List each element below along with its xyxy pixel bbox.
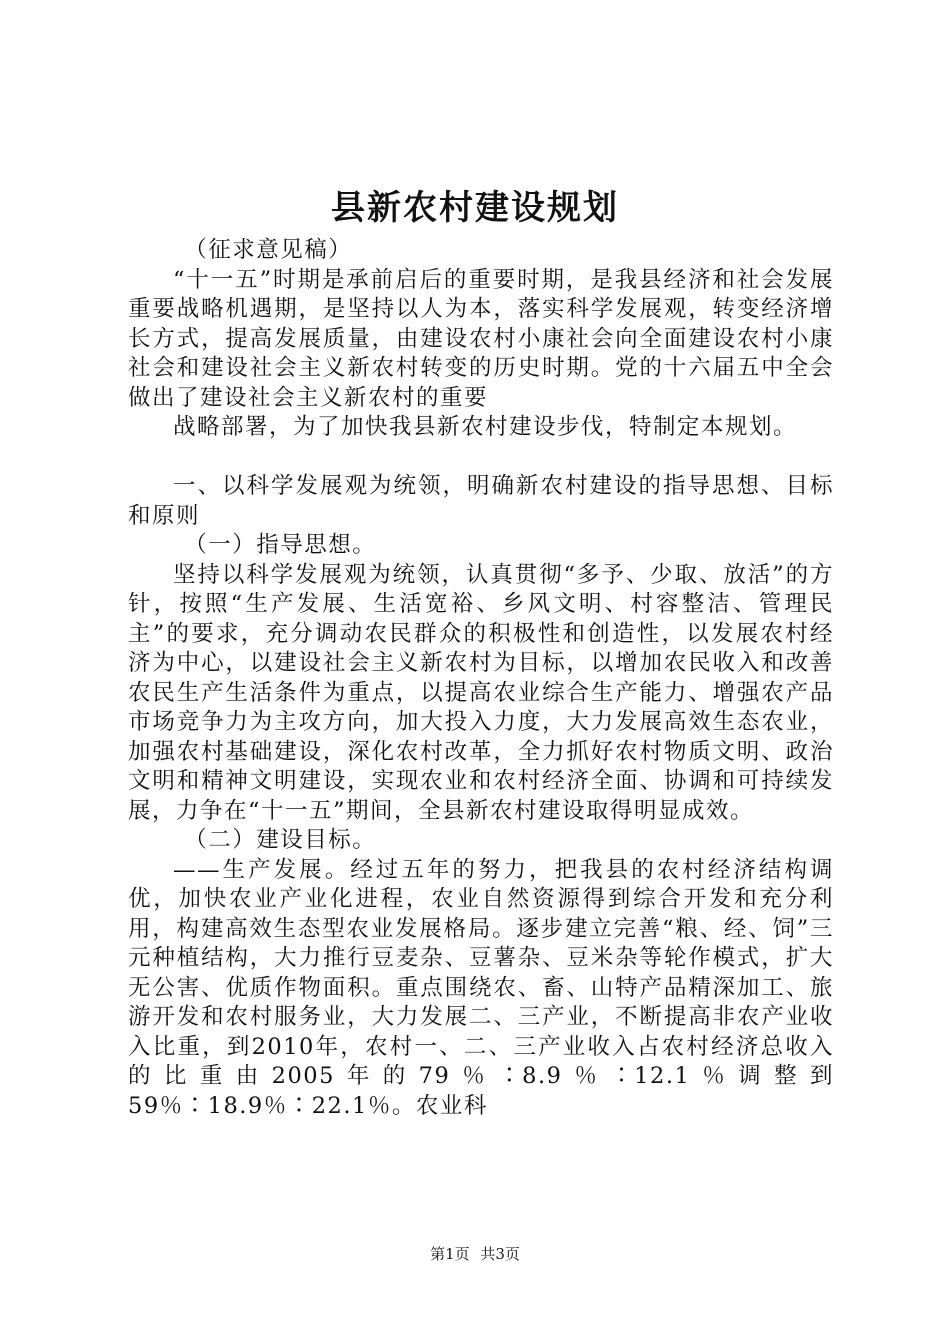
- intro-paragraph-2: 战略部署，为了加快我县新农村建设步伐，特制定本规划。: [173, 414, 798, 440]
- subsection-heading-construction-goals: （二）建设目标。: [184, 827, 377, 853]
- guiding-ideology-paragraph: 坚持以科学发展观为统领，认真贯彻“多予、少取、放活”的方针，按照“生产发展、生活宽裕、乡风文明、村容整洁、管理民主”的要求，充分调动农民群众的积极性和创造性，以发展农村经济为中心，以建设社会主义新农村为目标，以增加农民收入和改善农民生产生活条件为重点，以提高农业综合生产能力、增强农产品市场竞争力为主攻方向，加大投入力度，大力发展高效生态农业，加强农村基础建设，深化农村改革，全力抓好农村物质文明、政治文明和精神文明建设，实现农业和农村经济全面、协调和可持续发展，力争在“十一五”期间，全县新农村建设取得明显成效。: [128, 561, 834, 824]
- subsection-heading-guiding-ideology: （一）指导思想。: [184, 532, 377, 558]
- intro-paragraph-1: “十一五”时期是承前启后的重要时期，是我县经济和社会发展重要战略机遇期，是坚持以人为本，落实科学发展观，转变经济增长方式，提高发展质量，由建设农村小康社会向全面建设农村小康社会和建设社会主义新农村转变的历史时期。党的十六届五中全会做出了建设社会主义新农村的重要: [128, 266, 834, 411]
- page-footer: [0, 1244, 950, 1264]
- document-body: [128, 236, 834, 1121]
- page-total: 共3页: [480, 1245, 520, 1263]
- section-heading-1: 一、以科学发展观为统领，明确新农村建设的指导思想、目标和原则: [128, 473, 834, 529]
- document-title: 县新农村建设规划: [331, 188, 619, 228]
- document-subtitle: （征求意见稿）: [184, 237, 353, 263]
- construction-goals-paragraph: ——生产发展。经过五年的努力，把我县的农村经济结构调优，加快农业产业化进程，农业自然资源得到综合开发和充分利用，构建高效生态型农业发展格局。逐步建立完善“粮、经、饲”三元种植结构，大力推行豆麦杂、豆薯杂、豆米杂等轮作模式，扩大无公害、优质作物面积。重点围绕农、畜、山特产品精深加工、旅游开发和农村服务业，大力发展二、三产业，不断提高非农产业收入比重，到2010年，农村一、二、三产业收入占农村经济总收入的比重由2005年的79％∶8.9％∶12.1％调整到59％∶18.9％∶22.1％。农业科: [128, 856, 834, 1119]
- page-number: 第1页: [430, 1245, 470, 1263]
